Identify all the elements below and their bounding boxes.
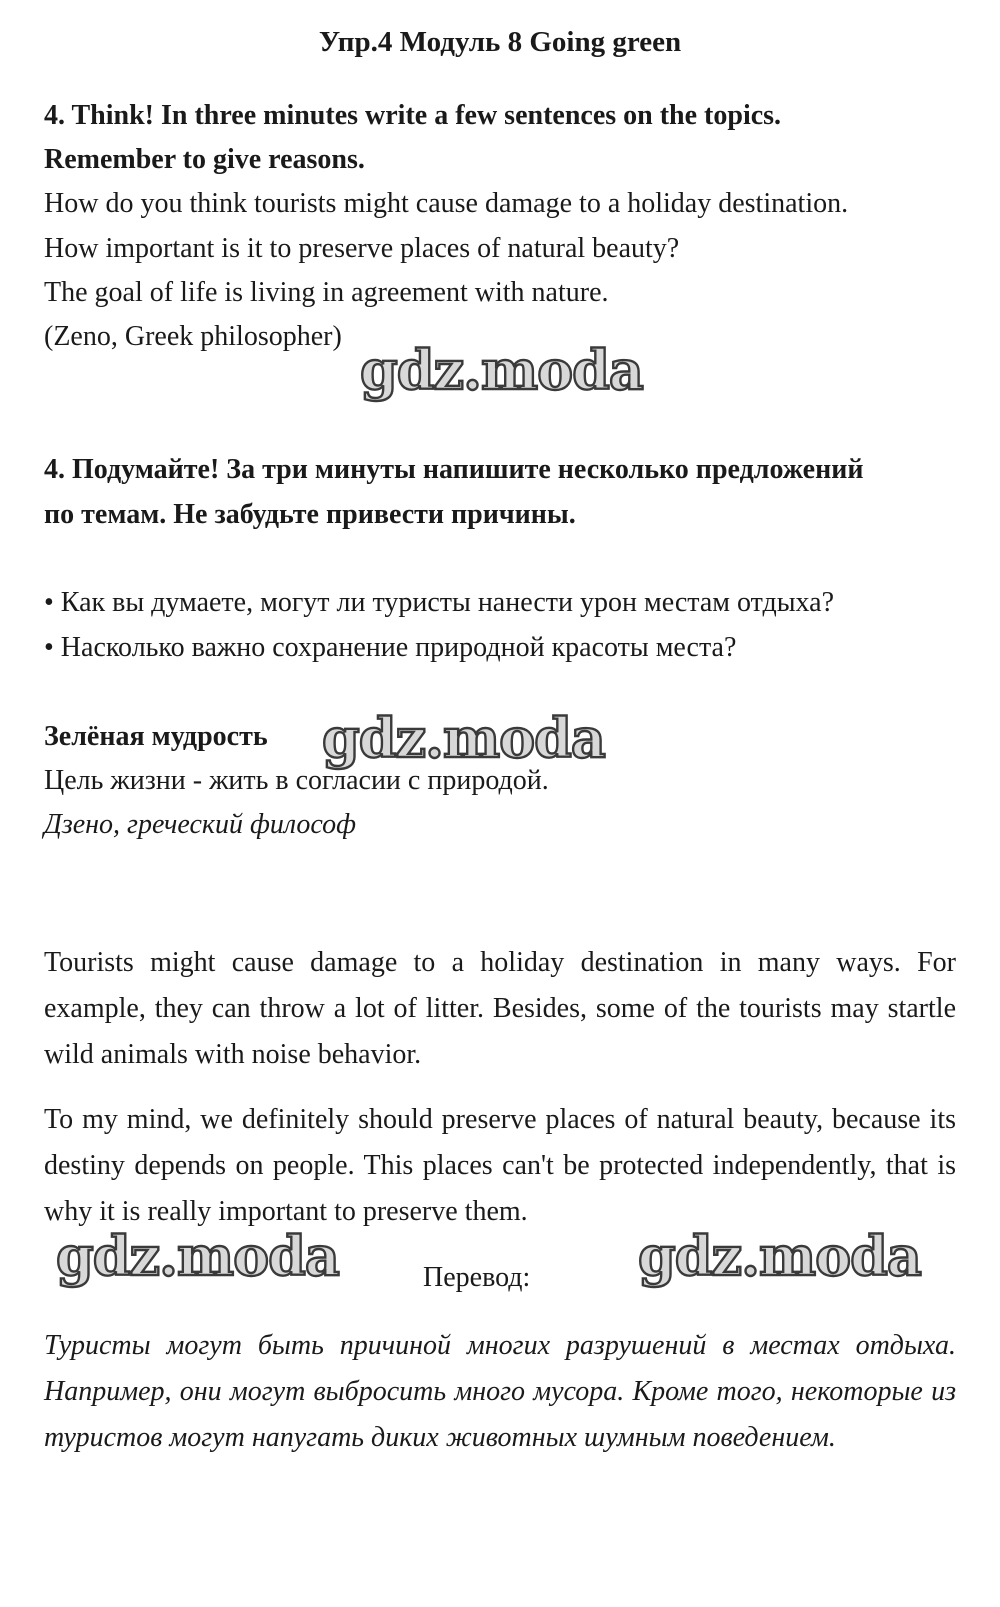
page-title: Упр.4 Модуль 8 Going green [318, 26, 682, 58]
translation-label: Перевод: [423, 1262, 531, 1293]
task-en-question-1: How do you think tourists might cause damage to a holiday destination. [44, 188, 849, 219]
task-en-question-2: How important is it to preserve places of natural beauty? [44, 233, 680, 264]
task-en-quote: The goal of life is living in agreement with nature. [44, 277, 609, 308]
task-ru-line-2: по темам. Не забудьте привести причины. [44, 499, 576, 530]
watermark-logo: gdz.moda [638, 1224, 921, 1288]
task-ru-bullet-1: • Как вы думаете, могут ли туристы нанести урон местам отдыха? [44, 587, 835, 618]
task-en-line-2: Remember to give reasons. [44, 144, 365, 175]
wisdom-author: Дзено, греческий философ [44, 809, 357, 840]
task-ru-bullet-2: • Насколько важно сохранение природной красоты места? [44, 632, 737, 663]
task-ru-line-1: 4. Подумайте! За три минуты напишите несколько предложений [44, 454, 864, 485]
wisdom-heading: Зелёная мудрость [44, 721, 268, 752]
translation-paragraph-1: Туристы могут быть причиной многих разрушений в местах отдыха. Например, они могут выбросить много мусора. Кроме того, некоторые из туристов могут напугать диких животных шумным поведением. [44, 1330, 956, 1453]
task-en-author: (Zeno, Greek philosopher) [44, 321, 342, 352]
wisdom-quote: Цель жизни - жить в согласии с природой. [44, 765, 549, 796]
answer-paragraph-1: Tourists might cause damage to a holiday destination in many ways. For example, they can throw a lot of litter. Besides, some of the tourists may startle wild animals with noise behavior. [44, 947, 956, 1070]
watermark-logo: gdz.moda [56, 1224, 339, 1288]
watermark-logo: gdz.moda [322, 706, 605, 770]
task-en-line-1: 4. Think! In three minutes write a few sentences on the topics. [44, 100, 782, 131]
answer-paragraph-2: To my mind, we definitely should preserve places of natural beauty, because its destiny depends on people. This places can't be protected independently, that is why it is really important to preserve them. [44, 1104, 956, 1227]
watermark-logo: gdz.moda [360, 338, 643, 402]
